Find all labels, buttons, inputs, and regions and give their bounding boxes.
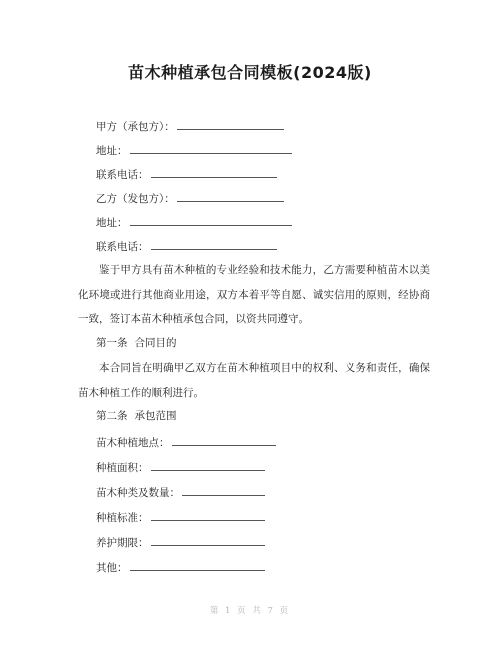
party-b-name-blank[interactable]: [177, 190, 284, 202]
party-a-name-field: [96, 118, 284, 134]
maintenance-period-label: 养护期限：: [96, 537, 149, 549]
planting-standard-field: [96, 509, 265, 525]
preamble-paragraph: 鉴于甲方具有苗木种植的专业经验和技术能力，乙方需要种植苗木以美化环境或进行其他商业用途，双方本着平等自愿、诚实信用的原则，经协商一致，签订本苗木种植承包合同，以资共同遵守。: [78, 264, 430, 325]
party-b-phone-label: 联系电话：: [96, 241, 149, 253]
species-quantity-blank[interactable]: [182, 484, 265, 496]
party-b-phone-blank[interactable]: [151, 238, 277, 250]
party-b-address-field: [96, 214, 292, 230]
article-2-heading: [96, 408, 177, 424]
party-b-address-label: 地址：: [96, 217, 128, 229]
planting-area-field: [96, 459, 265, 475]
planting-standard-blank[interactable]: [151, 509, 265, 521]
other-field: [96, 559, 265, 575]
planting-area-label: 种植面积：: [96, 462, 149, 474]
party-a-name-label: 甲方（承包方）：: [96, 121, 175, 133]
maintenance-period-field: [96, 534, 265, 550]
document-title: 苗木种植承包合同模板(2024版): [128, 63, 372, 82]
article-1-heading: [96, 335, 177, 351]
planting-location-blank[interactable]: [172, 434, 276, 446]
species-quantity-field: [96, 484, 265, 500]
maintenance-period-blank[interactable]: [151, 534, 265, 546]
other-blank[interactable]: [130, 559, 265, 571]
party-a-address-label: 地址：: [96, 145, 128, 157]
other-label: 其他：: [96, 562, 128, 574]
party-b-name-label: 乙方（发包方）：: [96, 193, 175, 205]
party-a-address-blank[interactable]: [130, 142, 292, 154]
party-b-phone-field: [96, 238, 277, 254]
planting-location-field: [96, 434, 276, 450]
page-number-footer: 第 1 页 共 7 页: [209, 606, 291, 616]
party-a-phone-field: [96, 166, 277, 182]
article-2-number: 第二条: [96, 410, 128, 422]
party-b-name-field: [96, 190, 284, 206]
party-a-name-blank[interactable]: [177, 118, 284, 130]
species-quantity-label: 苗木种类及数量：: [96, 487, 180, 499]
planting-area-blank[interactable]: [151, 459, 265, 471]
article-1-body: 本合同旨在明确甲乙双方在苗木种植项目中的权利、义务和责任，确保苗木种植工作的顺利进行。: [78, 362, 430, 399]
article-1-title: 合同目的: [134, 337, 177, 349]
article-2-title: 承包范围: [134, 410, 177, 422]
planting-standard-label: 种植标准：: [96, 512, 149, 524]
planting-location-label: 苗木种植地点：: [96, 437, 170, 449]
party-a-address-field: [96, 142, 292, 158]
party-a-phone-label: 联系电话：: [96, 169, 149, 181]
party-a-phone-blank[interactable]: [151, 166, 277, 178]
article-1-number: 第一条: [96, 337, 128, 349]
party-b-address-blank[interactable]: [130, 214, 292, 226]
